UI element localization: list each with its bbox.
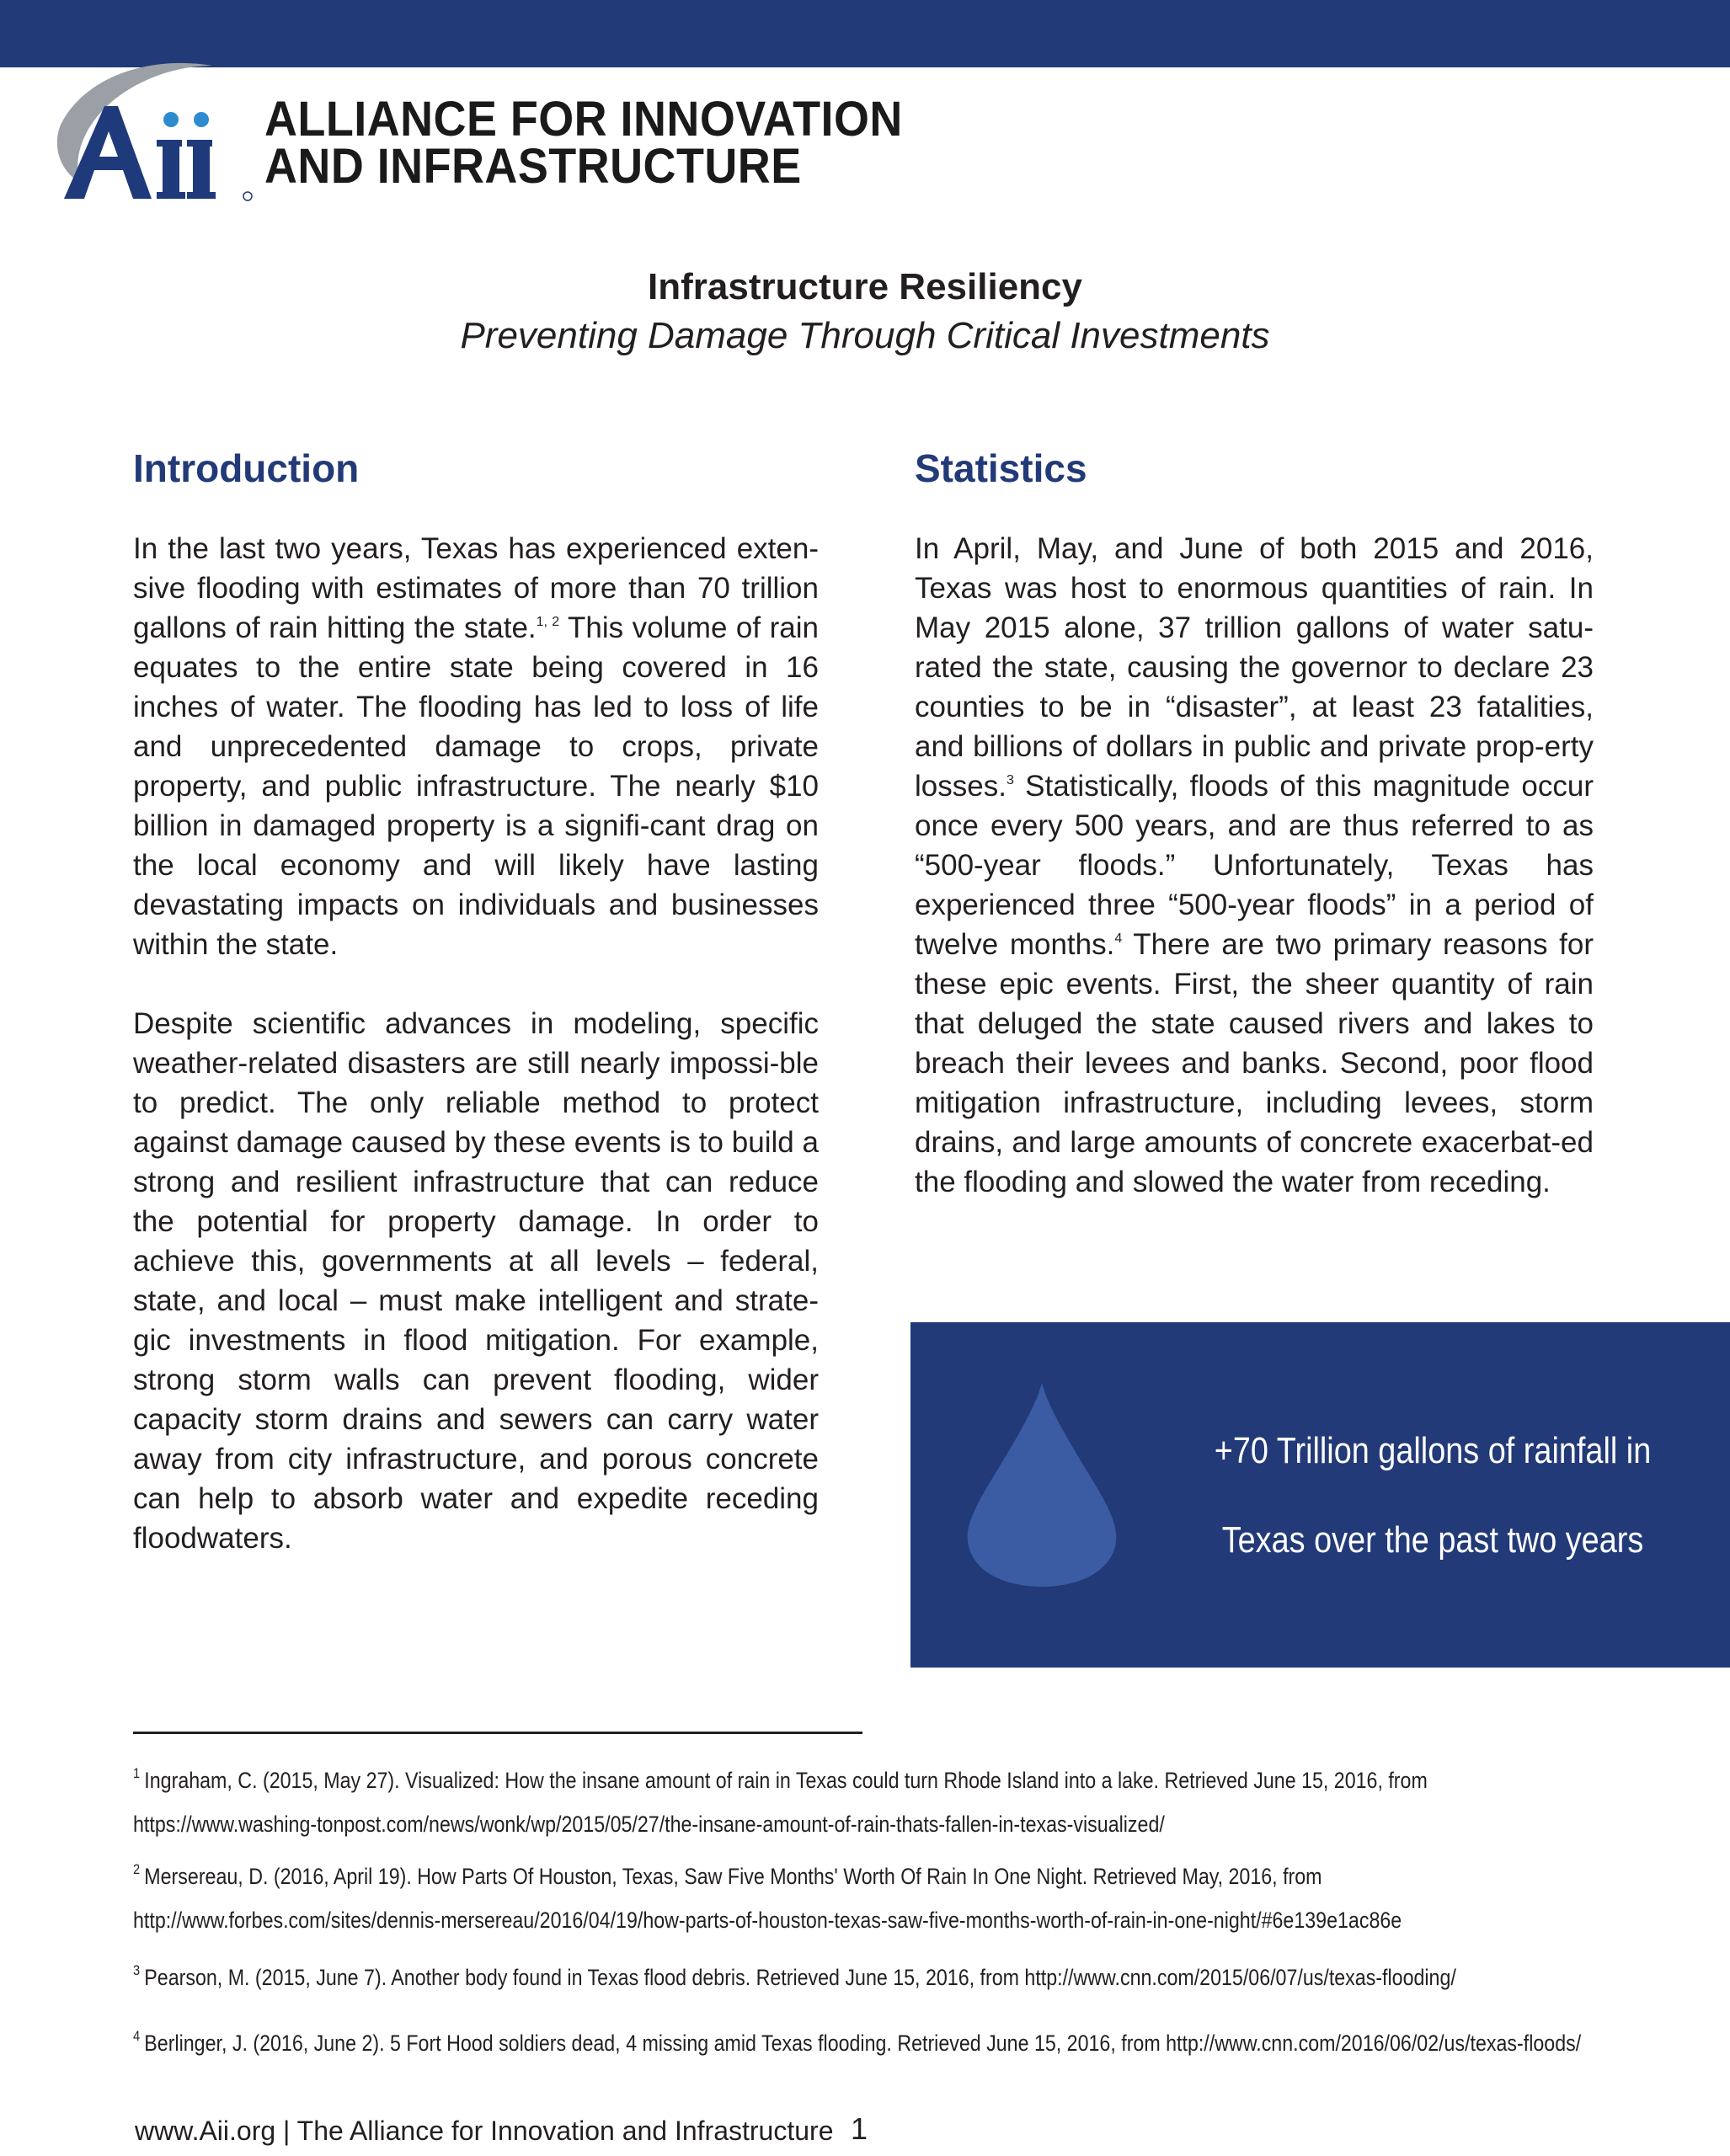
intro-paragraph-1	[133, 529, 819, 964]
introduction-heading: Introduction	[133, 446, 360, 490]
stats-text-c: There are two primary reasons for these epic events. First, the sheer quantity of rain that deluged the state caused rivers and lakes to breach their levees and banks. Second, poor flood mitigation infrastructure, including levees, storm drains, and large amounts of concrete exacerbat-ed the flooding and slowed the water from receding.	[915, 928, 1594, 1198]
footnote-4	[133, 2021, 1610, 2065]
stats-text-b: Statistically, floods of this magnitude occur once every 500 years, and are thus referred to as “500-year floods.” Unfortunately, Texas has experienced three “500-year floods” in a period of twelve months.	[915, 770, 1594, 961]
stats-text-a: In April, May, and June of both 2015 and 2016, Texas was host to enormous quantities of rain. In May 2015 alone, 37 trillion gallons of water satu-rated the state, causing the governor to declare 23 counties to be in “disaster”, at least 23 fatalities, and billions of dollars in public and private prop-erty losses.	[915, 532, 1594, 803]
footnote-1	[133, 1758, 1610, 1846]
logo-line-1: ALLIANCE FOR INNOVATION	[264, 92, 903, 147]
water-drop-icon	[958, 1376, 1126, 1587]
page-footer: www.Aii.org | The Alliance for Innovation and Infrastructure	[135, 2116, 834, 2146]
stats-paragraph	[915, 529, 1594, 1202]
document-title: Infrastructure Resiliency	[648, 266, 1082, 307]
statistics-body	[915, 529, 1594, 1241]
statistics-heading: Statistics	[915, 446, 1087, 490]
document-subtitle: Preventing Damage Through Critical Investments	[460, 315, 1270, 356]
aii-logo	[52, 57, 903, 209]
footnote-ref-1-2: 1, 2	[536, 615, 560, 629]
callout-line-2: Texas over the past two years	[1221, 1519, 1644, 1561]
footnote-ref-3: 3	[1006, 773, 1014, 787]
footnote-ref-4: 4	[1114, 931, 1123, 946]
footnote-4-text: Berlinger, J. (2016, June 2). 5 Fort Hood soldiers dead, 4 missing amid Texas flooding. Retrieved June 15, 2016, from http://www.cnn.com/2016/06/02/us/texas-floods/	[144, 2031, 1582, 2056]
aii-logo-mark	[52, 57, 263, 209]
footnote-4-number: 4	[133, 2028, 141, 2044]
intro-p1-text-a: In the last two years, Texas has experienced exten-sive flooding with estimates of more than 70 trillion gallons of rain hitting the state.	[133, 532, 819, 644]
footnote-2	[133, 1854, 1610, 1942]
logo-line-2: AND INFRASTRUCTURE	[264, 139, 802, 194]
callout-line-1: +70 Trillion gallons of rainfall in	[1214, 1430, 1652, 1471]
footnote-1-text: Ingraham, C. (2015, May 27). Visualized: How the insane amount of rain in Texas could turn Rhode Island into a lake. Retrieved June 15, 2016, from https://www.washing-tonpost.com/news/wonk/wp/2015/05/27/the-insane-amount-of-rain-thats-fallen-in-texas-visualized/	[133, 1768, 1428, 1837]
callout-text	[1179, 1406, 1686, 1585]
introduction-body	[133, 529, 819, 1598]
footnote-3	[133, 1956, 1610, 1999]
footnote-divider	[133, 1732, 862, 1734]
footnote-1-number: 1	[133, 1765, 141, 1781]
footnote-2-number: 2	[133, 1861, 141, 1877]
footnote-3-number: 3	[133, 1962, 141, 1978]
logo-wordmark	[264, 92, 903, 194]
footnote-3-text: Pearson, M. (2015, June 7). Another body found in Texas flood debris. Retrieved June 15, 2016, from http://www.cnn.com/2015/06/07/us/texas-flooding/	[144, 1965, 1456, 1990]
intro-p1-text-b: This volume of rain equates to the entire state being covered in 16 inches of water. The flooding has led to loss of life and unprecedented damage to crops, private property, and public infrastructure. The nearly $10 billion in damaged property is a signifi-cant drag on the local economy and will likely have lasting devastating impacts on individuals and businesses within the state.	[133, 611, 819, 961]
page-number: 1	[851, 2111, 868, 2146]
footnote-2-text: Mersereau, D. (2016, April 19). How Parts Of Houston, Texas, Saw Five Months' Worth Of Rain In One Night. Retrieved May, 2016, from http://www.forbes.com/sites/dennis-mersereau/2016/04/19/how-parts-of-houston-texas-saw-five-months-worth-of-rain-in-one-night/#6e139e1ac86e	[133, 1864, 1402, 1933]
intro-paragraph-2: Despite scientific advances in modeling, specific weather-related disasters are still nearly impossi-ble to predict. The only reliable method to protect against damage caused by these events is to build a strong and resilient infrastructure that can reduce the potential for property damage. In order to achieve this, governments at all levels – federal, state, and local – must make intelligent and strate-gic investments in flood mitigation. For example, strong storm walls can prevent flooding, wider capacity storm drains and sewers can carry water away from city infrastructure, and porous concrete can help to absorb water and expedite receding floodwaters.	[133, 1007, 819, 1555]
rainfall-callout	[910, 1322, 1730, 1668]
